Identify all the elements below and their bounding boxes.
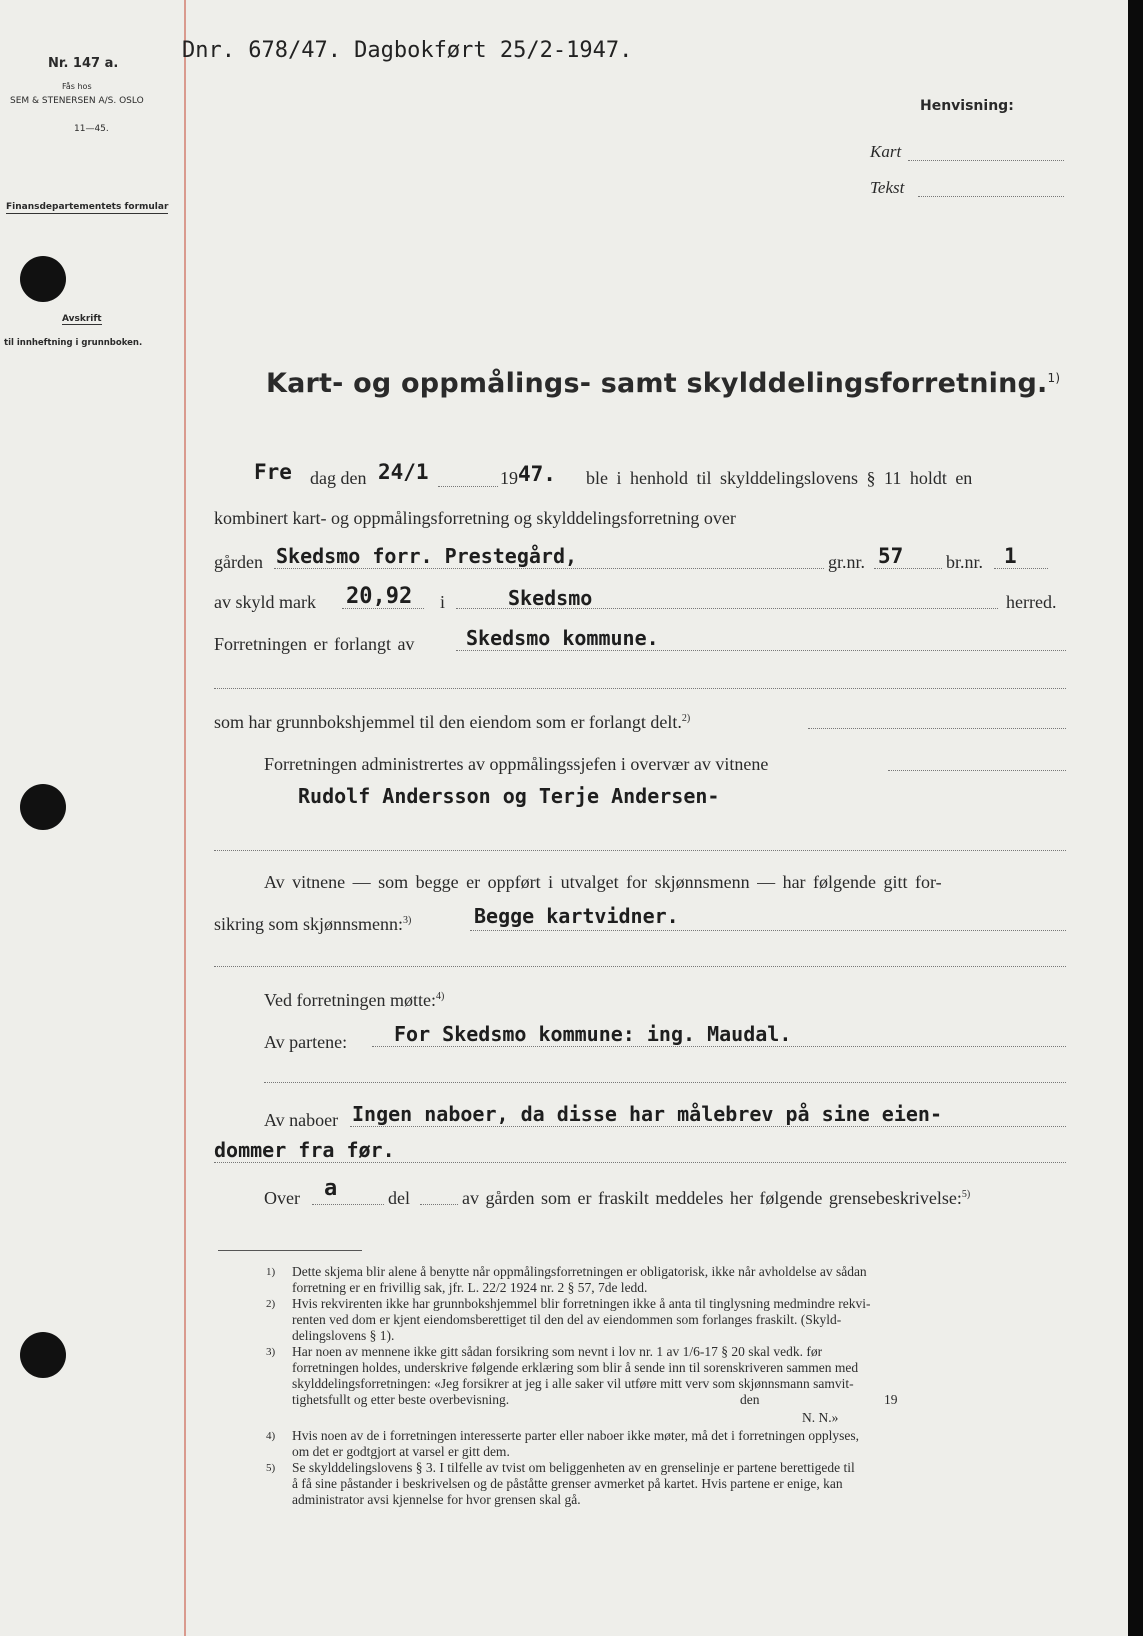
parties-line-2 [264, 1082, 1066, 1083]
neighbors-filled-2: dommer fra før. [214, 1138, 395, 1162]
footnote-2-line-1: Hvis rekvirenten ikke har grunnbokshjemmel blir forretningen ikke å anta til tinglysning medmindre rekvi- [292, 1296, 871, 1311]
herred-label: herred. [1006, 592, 1057, 612]
farm-filled: Skedsmo forr. Prestegård, [276, 544, 578, 568]
title-text: Kart- og oppmålings- samt skylddelingsforretning. [266, 368, 1048, 399]
grunnbok-line [808, 728, 1066, 729]
grnr-label: gr.nr. [828, 552, 866, 572]
footnote-separator [218, 1250, 362, 1251]
year-prefix: 19 [500, 468, 518, 488]
text-reference-label: Tekst [870, 178, 905, 197]
brnr-filled: 1 [1004, 544, 1017, 568]
footnote-4-line-1: Hvis noen av de i forretningen interesserte parter eller naboer ikke møter, må det i forretningen opplyses, [292, 1428, 860, 1443]
publisher-line-2: SEM & STENERSEN A/S. OSLO [10, 96, 144, 106]
title-footnote-mark: 1) [1047, 371, 1061, 385]
del-label: del [388, 1188, 410, 1208]
footnote-1-line-1: Dette skjema blir alene å benytte når oppmålingsforretningen er obligatorisk, ikke når avholdelse av sådan [292, 1264, 867, 1279]
admin-line [888, 770, 1066, 771]
parties-filled: For Skedsmo kommune: ing. Maudal. [394, 1022, 792, 1046]
margin-rule [184, 0, 186, 1636]
footnote-3-line-1: Har noen av mennene ikke gitt sådan forsikring som nevnt i lov nr. 1 av 1/6-17 § 20 skal vedk. før [292, 1344, 823, 1359]
del-line [420, 1204, 458, 1205]
line2-text: kombinert kart- og oppmålingsforretning og skylddelingsforretning over [214, 508, 736, 528]
day-suffix: dag den [310, 468, 367, 488]
brnr-line [994, 568, 1048, 569]
vitnene-line [470, 930, 1066, 931]
over-label: Over [264, 1188, 300, 1208]
boundary-footnote-mark: 5) [961, 1189, 971, 1200]
form-edition: 11—45. [74, 124, 109, 134]
vitnene-footnote-mark: 3) [403, 915, 412, 926]
day-filled: Fre [254, 460, 292, 484]
vitnene-line-1: Av vitnene — som begge er oppført i utvalget for skjønnsmenn — har følgende gitt for- [264, 872, 942, 892]
date-line [438, 486, 498, 487]
vitnene-line-2 [214, 914, 411, 935]
skyld-line [342, 608, 424, 609]
requested-line-2 [214, 688, 1066, 689]
grunnbok-sentence: som har grunnbokshjemmel til den eiendom som er forlangt delt. [214, 712, 682, 732]
attended-footnote-mark: 4) [435, 991, 445, 1002]
footnote-3-number: 3) [266, 1346, 276, 1358]
vitnene-line-extra [214, 966, 1066, 967]
footnote-3-line-3: skylddelingsforretningen: «Jeg forsikrer at jeg i alle saker vil utføre mitt verv som skjønnsmann samvit- [292, 1376, 854, 1391]
declaration-year: 19 [884, 1392, 898, 1407]
skyld-filled: 20,92 [346, 584, 413, 609]
admin-text: Forretningen administrertes av oppmålingssjefen i overvær av vitnene [264, 754, 769, 774]
attended-text: Ved forretningen møtte: [264, 990, 436, 1010]
declaration-den: den [740, 1392, 760, 1407]
map-reference-line [908, 160, 1064, 161]
herred-line [456, 608, 998, 609]
witnesses-line-2 [214, 850, 1066, 851]
registration-reference: Dnr. 678/47. Dagbokført 25/2-1947. [182, 38, 633, 63]
date-filled: 24/1 [378, 460, 429, 484]
boundary-text [462, 1188, 970, 1209]
ministry-form-label: Finansdepartementets formular [6, 202, 169, 212]
punch-hole-middle [20, 784, 66, 830]
over-line [312, 1204, 384, 1205]
footnote-5-line-1: Se skylddelingslovens § 3. I tilfelle av tvist om beliggenheten av en grenselinje er partene berettigede til [292, 1460, 855, 1475]
in-label: i [440, 592, 446, 612]
footnote-5-line-2: å få sine påstander i beskrivelsen og de påståtte grenser avmerket på kartet. Hvis partene er enige, kan [292, 1476, 843, 1491]
footnote-5-number: 5) [266, 1462, 276, 1474]
footnote-5-line-3: administrator avsi kjennelse for hvor grensen skal gå. [292, 1492, 581, 1507]
neighbors-filled-1: Ingen naboer, da disse har målebrev på sine eien- [352, 1102, 943, 1126]
reference-label: Henvisning: [920, 98, 1014, 114]
requested-label: Forretningen er forlangt av [214, 634, 415, 654]
requested-line [456, 650, 1066, 651]
form-number: Nr. 147 a. [48, 56, 119, 71]
vitnene-label: sikring som skjønnsmenn: [214, 914, 404, 934]
witnesses-filled: Rudolf Andersson og Terje Andersen- [298, 784, 720, 808]
grnr-line [874, 568, 942, 569]
line1-text: ble i henhold til skylddelingslovens § 11 holdt en [586, 468, 973, 488]
vitnene-filled: Begge kartvidner. [474, 904, 679, 928]
requested-filled: Skedsmo kommune. [466, 626, 659, 650]
grunnbok-footnote-mark: 2) [681, 713, 691, 724]
footnote-4-number: 4) [266, 1430, 276, 1442]
farm-label: gården [214, 552, 263, 572]
over-filled: a [324, 1176, 338, 1201]
boundary-sentence: av gården som er fraskilt meddeles her følgende grensebeskrivelse: [462, 1188, 962, 1208]
grnr-filled: 57 [878, 544, 904, 568]
copy-purpose: til innheftning i grunnboken. [4, 338, 143, 348]
declaration-signature: N. N.» [802, 1410, 839, 1425]
neighbors-line-2 [214, 1162, 1066, 1163]
herred-filled: Skedsmo [508, 586, 593, 610]
map-reference-label: Kart [870, 142, 902, 161]
attended-label [264, 990, 444, 1011]
text-reference-line [918, 196, 1064, 197]
footnote-1-number: 1) [266, 1266, 276, 1278]
year-filled: 47. [518, 462, 556, 486]
grunnbok-text [214, 712, 690, 733]
footnote-2-line-3: delingslovens § 1). [292, 1328, 395, 1343]
footnote-2-number: 2) [266, 1298, 276, 1310]
punch-hole-top [20, 256, 66, 302]
skyld-label: av skyld mark [214, 592, 316, 612]
brnr-label: br.nr. [946, 552, 984, 572]
footnote-1-line-2: forretning er en frivillig sak, jfr. L. 22/2 1924 nr. 2 § 57, 7de ledd. [292, 1280, 648, 1295]
footnote-3-line-4: tighetsfullt og etter beste overbevisning. [292, 1392, 510, 1407]
footnote-3-line-2: forretningen holdes, underskrive følgende erklæring som blir å sende inn til sorenskriveren sammen med [292, 1360, 859, 1375]
publisher-line-1: Fås hos [62, 82, 92, 91]
farm-line [274, 568, 824, 569]
parties-line [372, 1046, 1066, 1047]
neighbors-label: Av naboer [264, 1110, 339, 1130]
document-title [266, 368, 1060, 399]
punch-hole-bottom [20, 1332, 66, 1378]
parties-label: Av partene: [264, 1032, 348, 1052]
footnote-4-line-2: om det er godtgjort at varsel er gitt dem. [292, 1444, 510, 1459]
copy-label: Avskrift [62, 314, 102, 324]
footnote-2-line-2: renten ved dom er kjent eiendomsberettiget til den del av eiendommen som forlanges fraskilt. (Skyld- [292, 1312, 842, 1327]
neighbors-line [350, 1126, 1066, 1127]
